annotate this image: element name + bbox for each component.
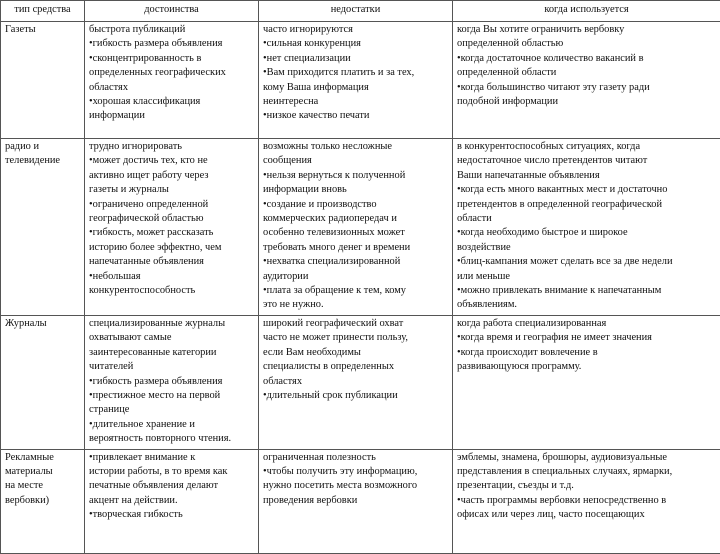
cell-line: если Вам необходимы bbox=[263, 346, 449, 360]
cell-line: печатные объявления делают bbox=[89, 479, 255, 493]
table-row bbox=[1, 315, 720, 449]
cell-line: на месте bbox=[5, 479, 81, 493]
cell-line: •сильная конкуренция bbox=[263, 37, 449, 51]
cell-line: Рекламные bbox=[5, 451, 81, 465]
table-row bbox=[1, 22, 720, 139]
cell-line: подобной информации bbox=[457, 95, 717, 109]
header-row bbox=[1, 1, 720, 22]
cell-line: материалы bbox=[5, 465, 81, 479]
cell-line: определенной областью bbox=[457, 37, 717, 51]
cell-line: требовать много денег и времени bbox=[263, 241, 449, 255]
cell-line: информации вновь bbox=[263, 183, 449, 197]
cell-line: географической областью bbox=[89, 212, 255, 226]
cell-line: это не нужно. bbox=[263, 298, 449, 312]
cell-line: трудно игнорировать bbox=[89, 140, 255, 154]
cell-cons bbox=[259, 449, 453, 553]
cell-line: часто не может принести пользу, bbox=[263, 331, 449, 345]
cell-cons bbox=[259, 315, 453, 449]
cell-line: •может достичь тех, кто не bbox=[89, 154, 255, 168]
cell-line: сообщения bbox=[263, 154, 449, 168]
cell-line: коммерческих радиопередач и bbox=[263, 212, 449, 226]
cell-line: напечатанные объявления bbox=[89, 255, 255, 269]
cell-line: вербовки) bbox=[5, 494, 81, 508]
cell-line: презентации, съезды и т.д. bbox=[457, 479, 717, 493]
cell-line: вероятность повторного чтения. bbox=[89, 432, 255, 446]
cell-line: эмблемы, знамена, брошюры, аудиовизуальные bbox=[457, 451, 717, 465]
cell-line: газеты и журналы bbox=[89, 183, 255, 197]
cell-line: •создание и производство bbox=[263, 198, 449, 212]
cell-line: развивающуюся программу. bbox=[457, 360, 717, 374]
cell-line: •гибкость, может рассказать bbox=[89, 226, 255, 240]
cell-line: проведения вербовки bbox=[263, 494, 449, 508]
cell-line: области bbox=[457, 212, 717, 226]
cell-line: •небольшая bbox=[89, 270, 255, 284]
cell-line: объявлениям. bbox=[457, 298, 717, 312]
cell-line: воздействие bbox=[457, 241, 717, 255]
cell-line: •нельзя вернуться к полученной bbox=[263, 169, 449, 183]
cell-line: областях bbox=[89, 81, 255, 95]
cell-line: странице bbox=[89, 403, 255, 417]
cell-line: областях bbox=[263, 375, 449, 389]
cell-line: •когда происходит вовлечение в bbox=[457, 346, 717, 360]
cell-line: информации bbox=[89, 109, 255, 123]
cell-when bbox=[453, 139, 720, 316]
cell-line: ограниченная полезность bbox=[263, 451, 449, 465]
cell-line: •чтобы получить эту информацию, bbox=[263, 465, 449, 479]
cell-line: охватывают самые bbox=[89, 331, 255, 345]
cell-line: читателей bbox=[89, 360, 255, 374]
cell-pros bbox=[85, 139, 259, 316]
cell-line: •низкое качество печати bbox=[263, 109, 449, 123]
cell-line: •Вам приходится платить и за тех, bbox=[263, 66, 449, 80]
cell-pros bbox=[85, 22, 259, 139]
cell-line: •плата за обращение к тем, кому bbox=[263, 284, 449, 298]
cell-type bbox=[1, 139, 85, 316]
cell-type bbox=[1, 22, 85, 139]
cell-line: Газеты bbox=[5, 23, 81, 37]
cell-pros bbox=[85, 449, 259, 553]
cell-line: •часть программы вербовки непосредственно в bbox=[457, 494, 717, 508]
cell-line: •блиц-кампания может сделать все за две недели bbox=[457, 255, 717, 269]
cell-line: конкурентоспособность bbox=[89, 284, 255, 298]
cell-when bbox=[453, 22, 720, 139]
cell-line: в конкурентоспособных ситуациях, когда bbox=[457, 140, 717, 154]
cell-line: нужно посетить места возможного bbox=[263, 479, 449, 493]
cell-line: определенной области bbox=[457, 66, 717, 80]
cell-line: или меньше bbox=[457, 270, 717, 284]
header-cons: недостатки bbox=[259, 1, 453, 22]
cell-line: неинтересна bbox=[263, 95, 449, 109]
cell-line: •ограничено определенной bbox=[89, 198, 255, 212]
cell-line: Ваши напечатанные объявления bbox=[457, 169, 717, 183]
cell-line: кому Ваша информация bbox=[263, 81, 449, 95]
cell-pros bbox=[85, 315, 259, 449]
cell-line: историю более эффектно, чем bbox=[89, 241, 255, 255]
cell-line: истории работы, в то время как bbox=[89, 465, 255, 479]
cell-line: •когда большинство читают эту газету ради bbox=[457, 81, 717, 95]
cell-line: •гибкость размера объявления bbox=[89, 37, 255, 51]
table-row bbox=[1, 139, 720, 316]
cell-line: активно ищет работу через bbox=[89, 169, 255, 183]
cell-line: •нехватка специализированной bbox=[263, 255, 449, 269]
header-type: тип средства bbox=[1, 1, 85, 22]
cell-line: представления в специальных случаях, ярмарки, bbox=[457, 465, 717, 479]
cell-cons bbox=[259, 22, 453, 139]
cell-line: •нет специализации bbox=[263, 52, 449, 66]
cell-line: •когда достаточное количество вакансий в bbox=[457, 52, 717, 66]
cell-line: •когда есть много вакантных мест и достаточно bbox=[457, 183, 717, 197]
cell-line: специалисты в определенных bbox=[263, 360, 449, 374]
cell-line: возможны только несложные bbox=[263, 140, 449, 154]
cell-line: •гибкость размера объявления bbox=[89, 375, 255, 389]
cell-line: специализированные журналы bbox=[89, 317, 255, 331]
cell-line: •когда время и география не имеет значения bbox=[457, 331, 717, 345]
header-pros: достоинства bbox=[85, 1, 259, 22]
cell-when bbox=[453, 315, 720, 449]
cell-line: телевидение bbox=[5, 154, 81, 168]
cell-line: •творческая гибкость bbox=[89, 508, 255, 522]
cell-line: претендентов в определенной географической bbox=[457, 198, 717, 212]
cell-line: аудитории bbox=[263, 270, 449, 284]
cell-line: Журналы bbox=[5, 317, 81, 331]
cell-line: когда работа специализированная bbox=[457, 317, 717, 331]
cell-line: •сконцентрированность в bbox=[89, 52, 255, 66]
cell-line: •престижное место на первой bbox=[89, 389, 255, 403]
cell-line: •длительное хранение и bbox=[89, 418, 255, 432]
cell-type bbox=[1, 449, 85, 553]
cell-line: часто игнорируются bbox=[263, 23, 449, 37]
cell-line: определенных географических bbox=[89, 66, 255, 80]
cell-line: быстрота публикаций bbox=[89, 23, 255, 37]
header-when: когда используется bbox=[453, 1, 720, 22]
cell-line: •когда необходимо быстрое и широкое bbox=[457, 226, 717, 240]
cell-line: акцент на действии. bbox=[89, 494, 255, 508]
cell-cons bbox=[259, 139, 453, 316]
cell-line: •длительный срок публикации bbox=[263, 389, 449, 403]
cell-line: •хорошая классификация bbox=[89, 95, 255, 109]
table-row bbox=[1, 449, 720, 553]
cell-line: недостаточное число претендентов читают bbox=[457, 154, 717, 168]
cell-line: •привлекает внимание к bbox=[89, 451, 255, 465]
cell-when bbox=[453, 449, 720, 553]
cell-line: когда Вы хотите ограничить вербовку bbox=[457, 23, 717, 37]
cell-line: •можно привлекать внимание к напечатанным bbox=[457, 284, 717, 298]
cell-line: заинтересованные категории bbox=[89, 346, 255, 360]
cell-line: особенно телевизионных может bbox=[263, 226, 449, 240]
cell-type bbox=[1, 315, 85, 449]
cell-line: широкий географический охват bbox=[263, 317, 449, 331]
cell-line: радио и bbox=[5, 140, 81, 154]
cell-line: офисах или через лиц, часто посещающих bbox=[457, 508, 717, 522]
